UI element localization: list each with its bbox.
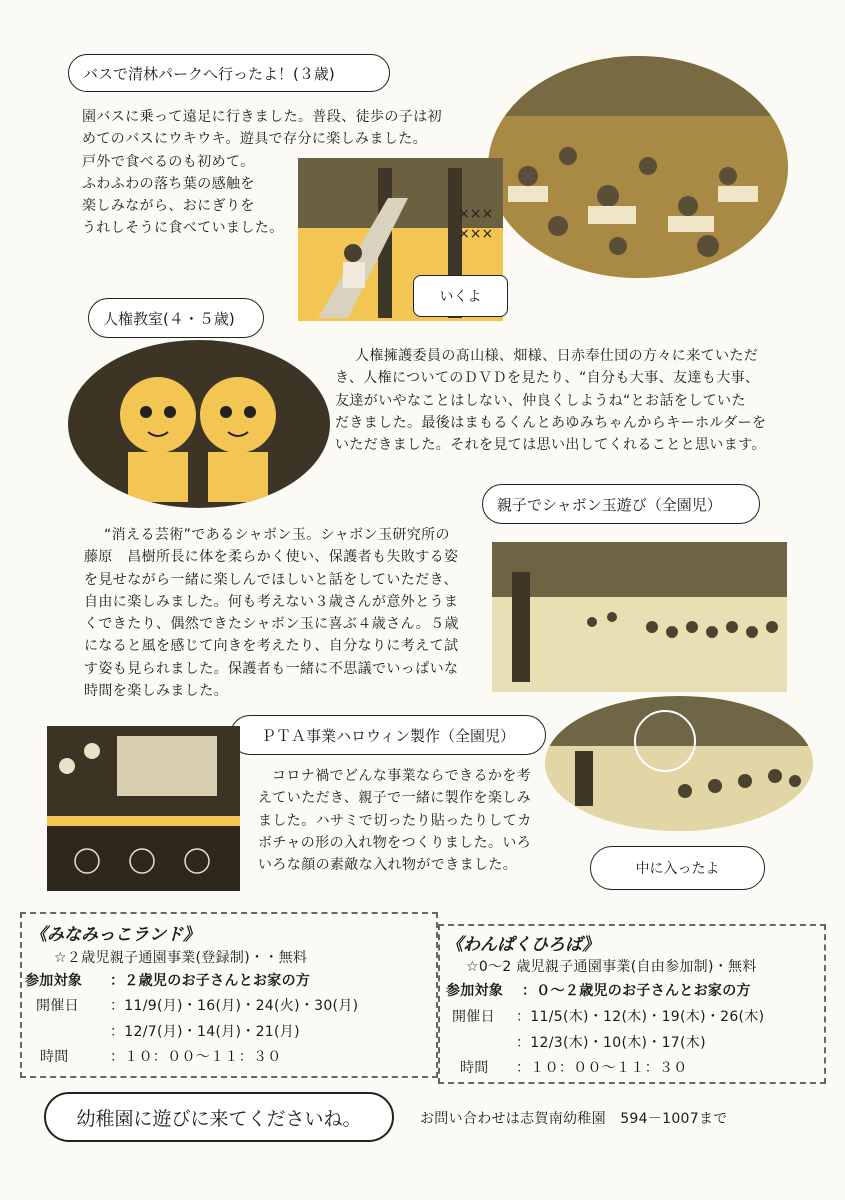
wanpaku-title: 《わんぱくひろば》 [446,935,600,955]
halloween-line: コロナ禍でどんな事業ならできるかを考 [272,768,532,784]
bubbles-line: になると風を感じて向きを考えたり、自分なりに考えて試 [84,638,459,655]
bubbles-title [482,484,760,524]
minamikko-time: ：１０：００～１１：３０ [110,1049,282,1065]
minamikko-time-label: 時間 [40,1049,69,1065]
human-rights-text [335,345,795,456]
wanpaku-dates-1: ：11/5(木)・12(木)・19(木)・26(木) [516,1009,765,1025]
wanpaku-target: ：０～２歳児のお子さんとお家の方 [522,983,751,999]
minamikko-dates-2: ：12/7(月)・14(月)・21(月) [110,1024,300,1040]
human-rights-line: 人権擁護委員の髙山様、畑様、日赤奉仕団の方々に来ていただ [355,348,759,364]
bus-trip-line: めてのバスにウキウキ。遊具で存分に楽しみました。 [82,131,428,148]
halloween-line: いろな顔の素敵な入れ物ができました。 [258,857,518,874]
halloween-text [258,765,558,876]
wanpaku-target-label: 参加対象 [446,983,504,999]
wanpaku-date-label: 開催日 [452,1009,495,1025]
halloween-line: ました。ハサミで切ったり貼ったりしてカ [258,812,532,829]
bus-trip-line: 園バスに乗って遠足に行きました。普段、徒歩の子は初 [82,109,442,125]
halloween-photo [47,726,240,891]
bus-trip-bubble-text: いくよ [439,289,482,305]
bubbles-line: 時間を楽しみました。 [84,683,228,700]
mascot-photo [68,340,330,508]
wanpaku-desc: ☆0～2 歳児親子通園事業(自由参加制)・無料 [466,959,757,975]
bubbles-line: “消える芸術”であるシャボン玉。シャボン玉研究所の [104,527,450,543]
minamikko-desc: ☆２歳児親子通園事業(登録制)・・無料 [54,950,308,966]
bubbles-line: す姿も見られました。保護者も一緒に不思議でいっぱいな [84,660,459,677]
human-rights-title [88,298,264,338]
bubble-play-photo [545,696,813,831]
minamikko-dates-1: ：11/9(月)・16(月)・24(火)・30(月) [110,998,359,1014]
wanpaku-time-label: 時間 [460,1060,489,1076]
bus-trip-line: 戸外で食べるのも初めて。 [82,153,255,170]
human-rights-line: き、人権についてのＤＶＤを見たり、“自分も大事、友達も大事、 [335,370,760,387]
halloween-line: えていただき、親子で一緒に製作を楽しみ [258,790,532,807]
bubbles-speech-bubble [590,846,765,890]
bus-trip-line: うれしそうに食べていました。 [82,220,284,237]
bubbles-line: 自由に楽しみました。何も考えない３歳さんが意外とうま [84,593,459,610]
halloween-title-text: ＰＴＡ事業ハロウィン製作（全園児） [260,726,516,745]
picnic-photo [488,56,788,278]
bubbles-title-text: 親子でシャボン玉遊び（全園児） [497,495,722,514]
invite-banner [44,1092,394,1142]
minamikko-title: 《みなみっこランド》 [30,925,200,945]
contact-text: お問い合わせは志賀南幼稚園 594－1007まで [420,1111,728,1127]
bubbles-text [84,524,504,702]
bus-trip-title [68,54,390,92]
bubbles-line: くできたり、偶然できたシャボン玉に喜ぶ４歳さん。５歳 [84,616,459,633]
bus-trip-line: ふわふわの落ち葉の感触を [82,175,255,192]
bus-trip-title-text: バスで清林パークへ行ったよ！(３歳) [83,64,335,83]
playground-photo [492,542,787,692]
wanpaku-dates-2: ：12/3(木)・10(木)・17(木) [516,1035,706,1051]
halloween-line: ボチャの形の入れ物をつくりました。いろ [258,834,532,851]
minamikko-target-label: 参加対象 [25,973,83,989]
bubbles-line: を見せながら一緒に楽しんでほしいと話をしていただき、 [84,571,458,588]
bus-trip-speech-bubble [413,275,508,317]
human-rights-line: 友達がいやなことはしない、仲良くしようね“とお話をしていた [335,392,746,409]
bubbles-line: 藤原 昌樹所長に体を柔らかく使い、保護者も失敗する姿 [84,549,459,566]
human-rights-line: いただきました。それを見ては思い出してくれることと思います。 [335,437,766,454]
minamikko-date-label: 開催日 [36,998,79,1014]
bubbles-bubble-text: 中に入ったよ [635,861,720,877]
human-rights-title-text: 人権教室(４・５歳) [103,309,235,328]
bus-trip-line: 楽しみながら、おにぎりを [82,198,255,215]
svg-text:×××: ××× [458,206,494,222]
minamikko-target: ：２歳児のお子さんとお家の方 [110,973,311,989]
wanpaku-time: ：１０：００～１１：３０ [516,1060,688,1076]
human-rights-line: だきました。最後はまもるくんとあゆみちゃんからキーホルダーを [335,414,767,431]
svg-text:×××: ××× [458,226,494,242]
invite-text: 幼稚園に遊びに来てくださいね。 [76,1107,362,1130]
halloween-title [230,715,546,755]
